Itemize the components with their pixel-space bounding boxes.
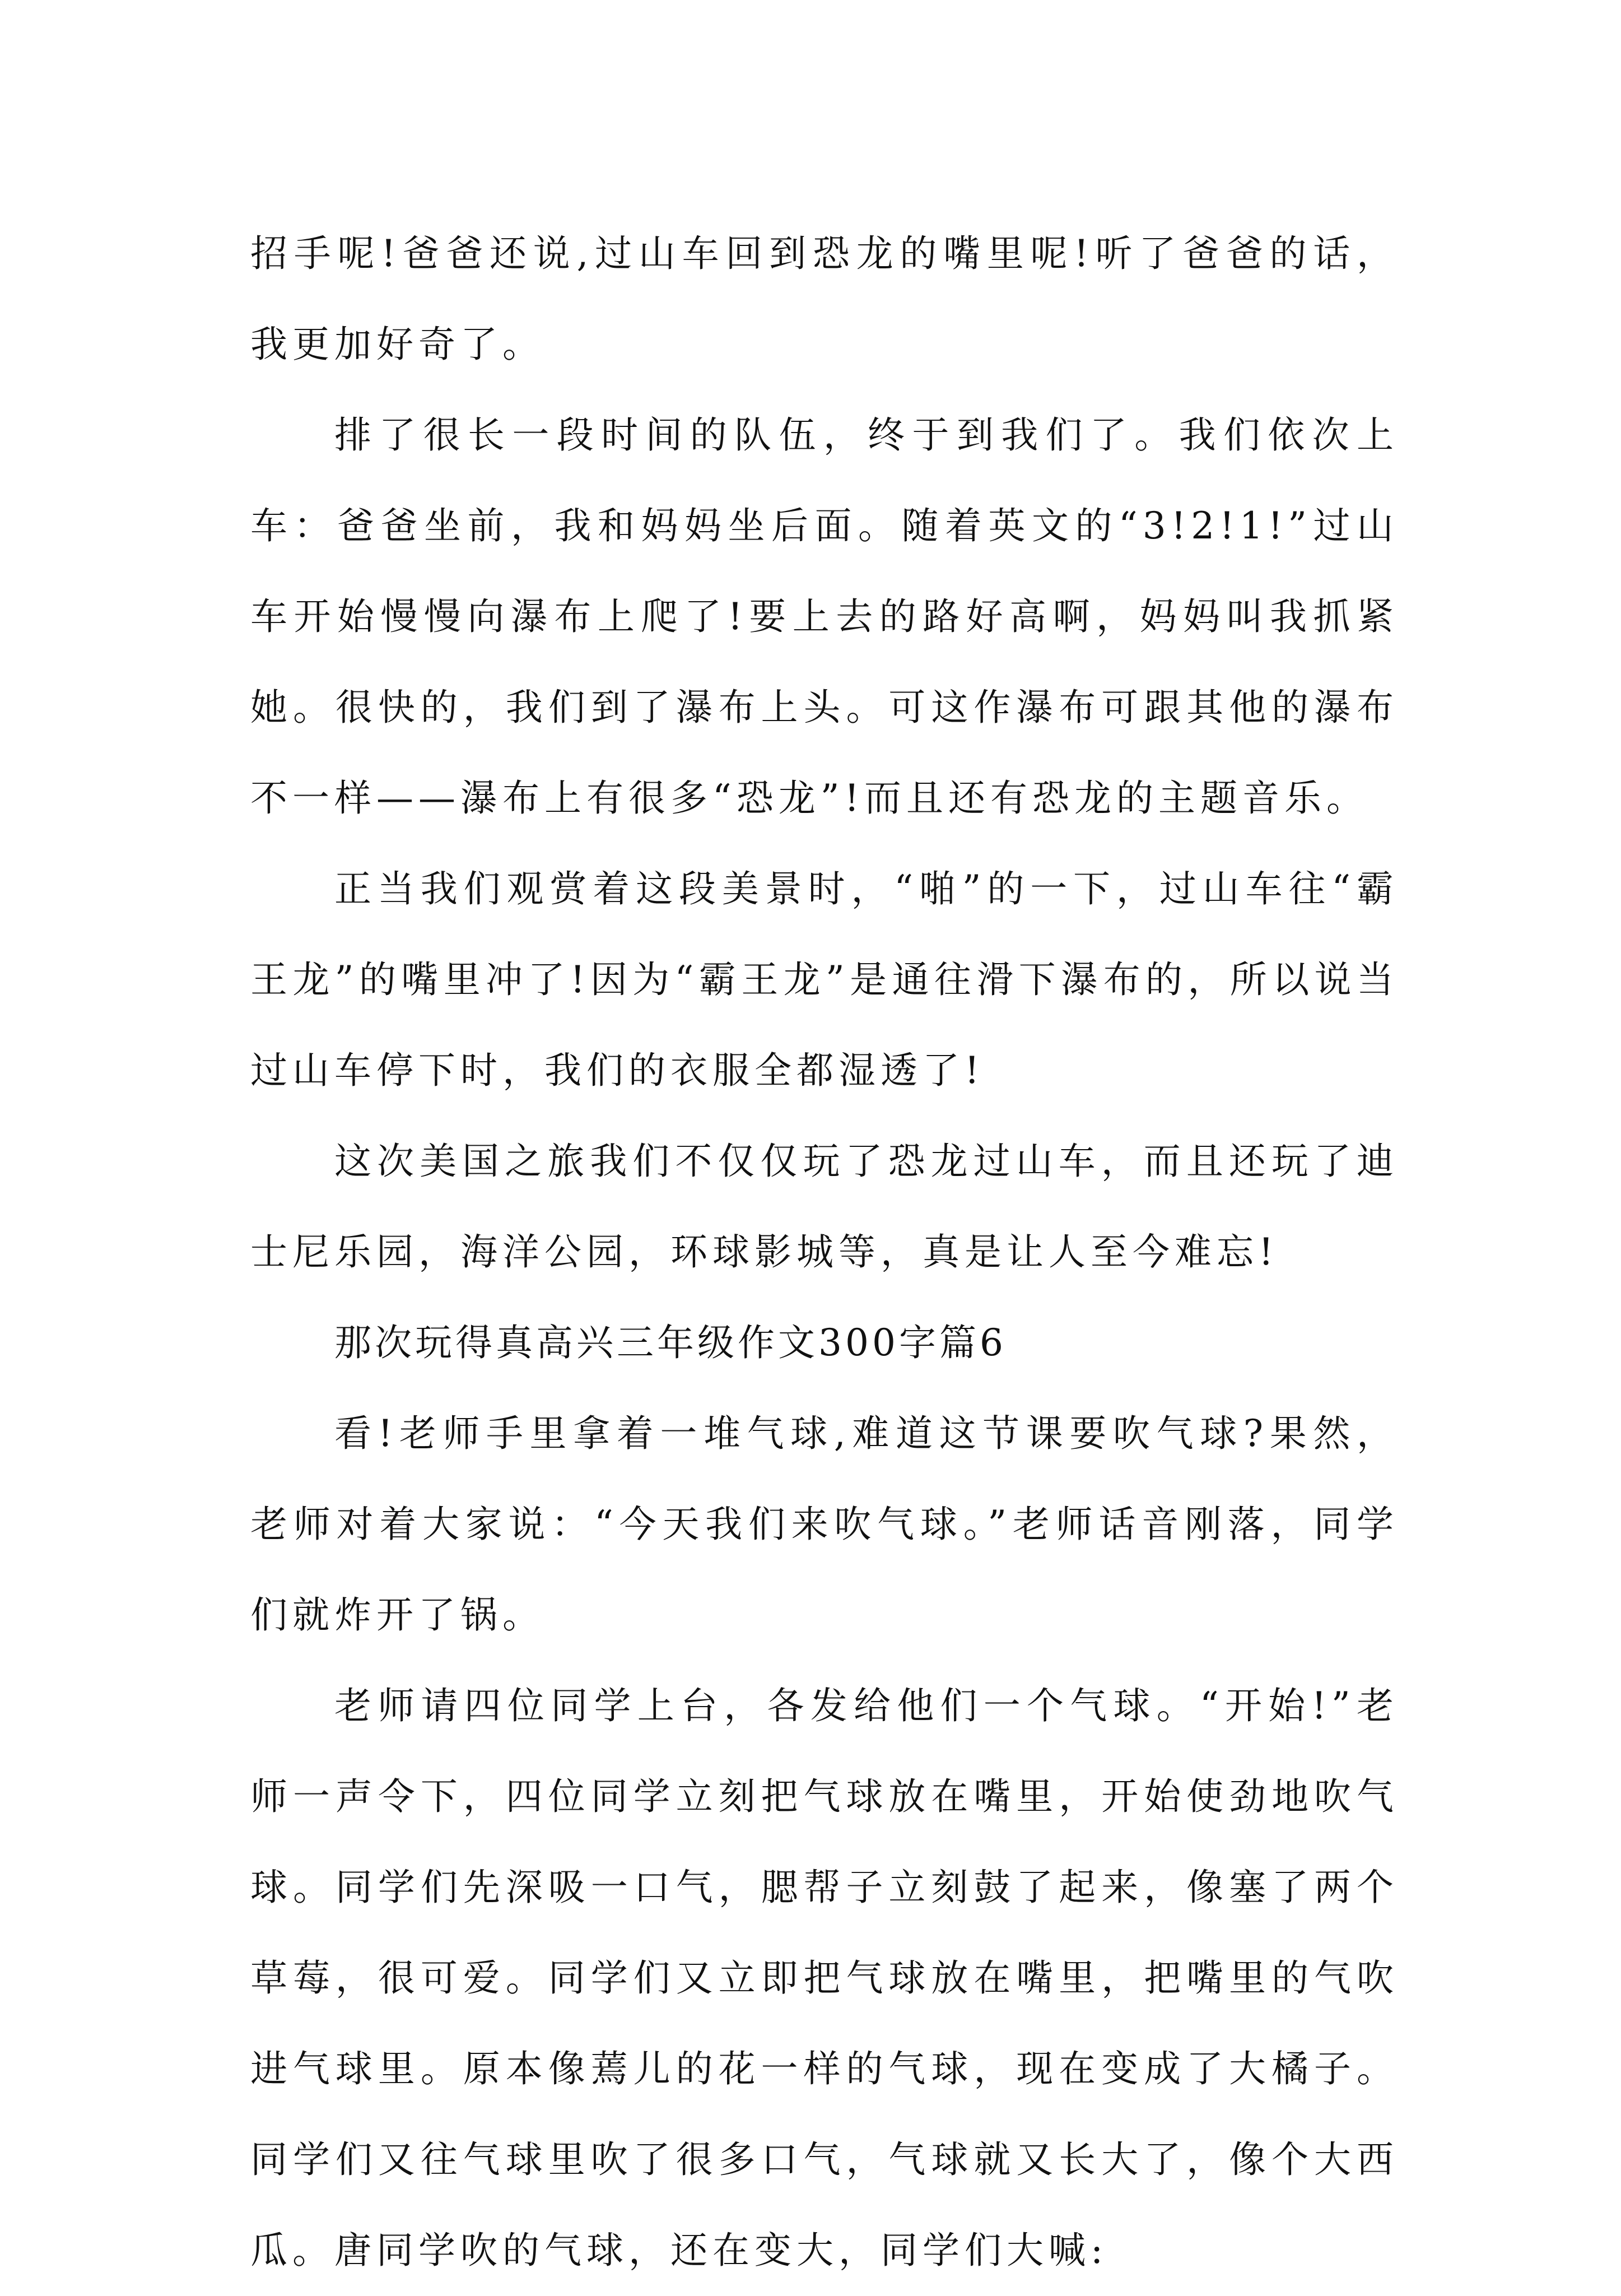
- paragraph-trip-summary: 这次美国之旅我们不仅仅玩了恐龙过山车，而且还玩了迪士尼乐园，海洋公园，环球影城等，真是让人至今难忘!: [250, 1140, 1399, 1274]
- paragraph-balloon-intro: 看!老师手里拿着一堆气球,难道这节课要吹气球?果然，老师对着大家说：“今天我们来吹气球。”老师话音刚落，同学们就炸开了锅。: [250, 1412, 1399, 1637]
- section-heading: 那次玩得真高兴三年级作文300字篇6: [334, 1321, 1007, 1364]
- paragraph-trex-splash: 正当我们观赏着这段美景时，“啪”的一下，过山车往“霸王龙”的嘴里冲了!因为“霸王龙”是通往滑下瀑布的，所以说当过山车停下时，我们的衣服全都湿透了!: [250, 867, 1399, 1092]
- paragraph-queue-ride: 排了很长一段时间的队伍，终于到我们了。我们依次上车：爸爸坐前，我和妈妈坐后面。随着英文的“3!2!1!”过山车开始慢慢向瀑布上爬了!要上去的路好高啊，妈妈叫我抓紧她。很快的，我们到了瀑布上头。可这作瀑布可跟其他的瀑布不一样——瀑布上有很多“恐龙”!而且还有恐龙的主题音乐。: [250, 413, 1399, 820]
- document-body: [250, 208, 1399, 2296]
- paragraph-continuation: 招手呢!爸爸还说,过山车回到恐龙的嘴里呢!听了爸爸的话，我更加好奇了。: [250, 232, 1399, 366]
- paragraph-balloon-contest: 老师请四位同学上台，各发给他们一个气球。“开始!”老师一声令下，四位同学立刻把气球放在嘴里，开始使劲地吹气球。同学们先深吸一口气，腮帮子立刻鼓了起来，像塞了两个草莓，很可爱。同学们又立即把气球放在嘴里，把嘴里的气吹进气球里。原本像蔫儿的花一样的气球，现在变成了大橘子。同学们又往气球里吹了很多口气，气球就又长大了，像个大西瓜。唐同学吹的气球，还在变大，同学们大喊:: [250, 1684, 1399, 2272]
